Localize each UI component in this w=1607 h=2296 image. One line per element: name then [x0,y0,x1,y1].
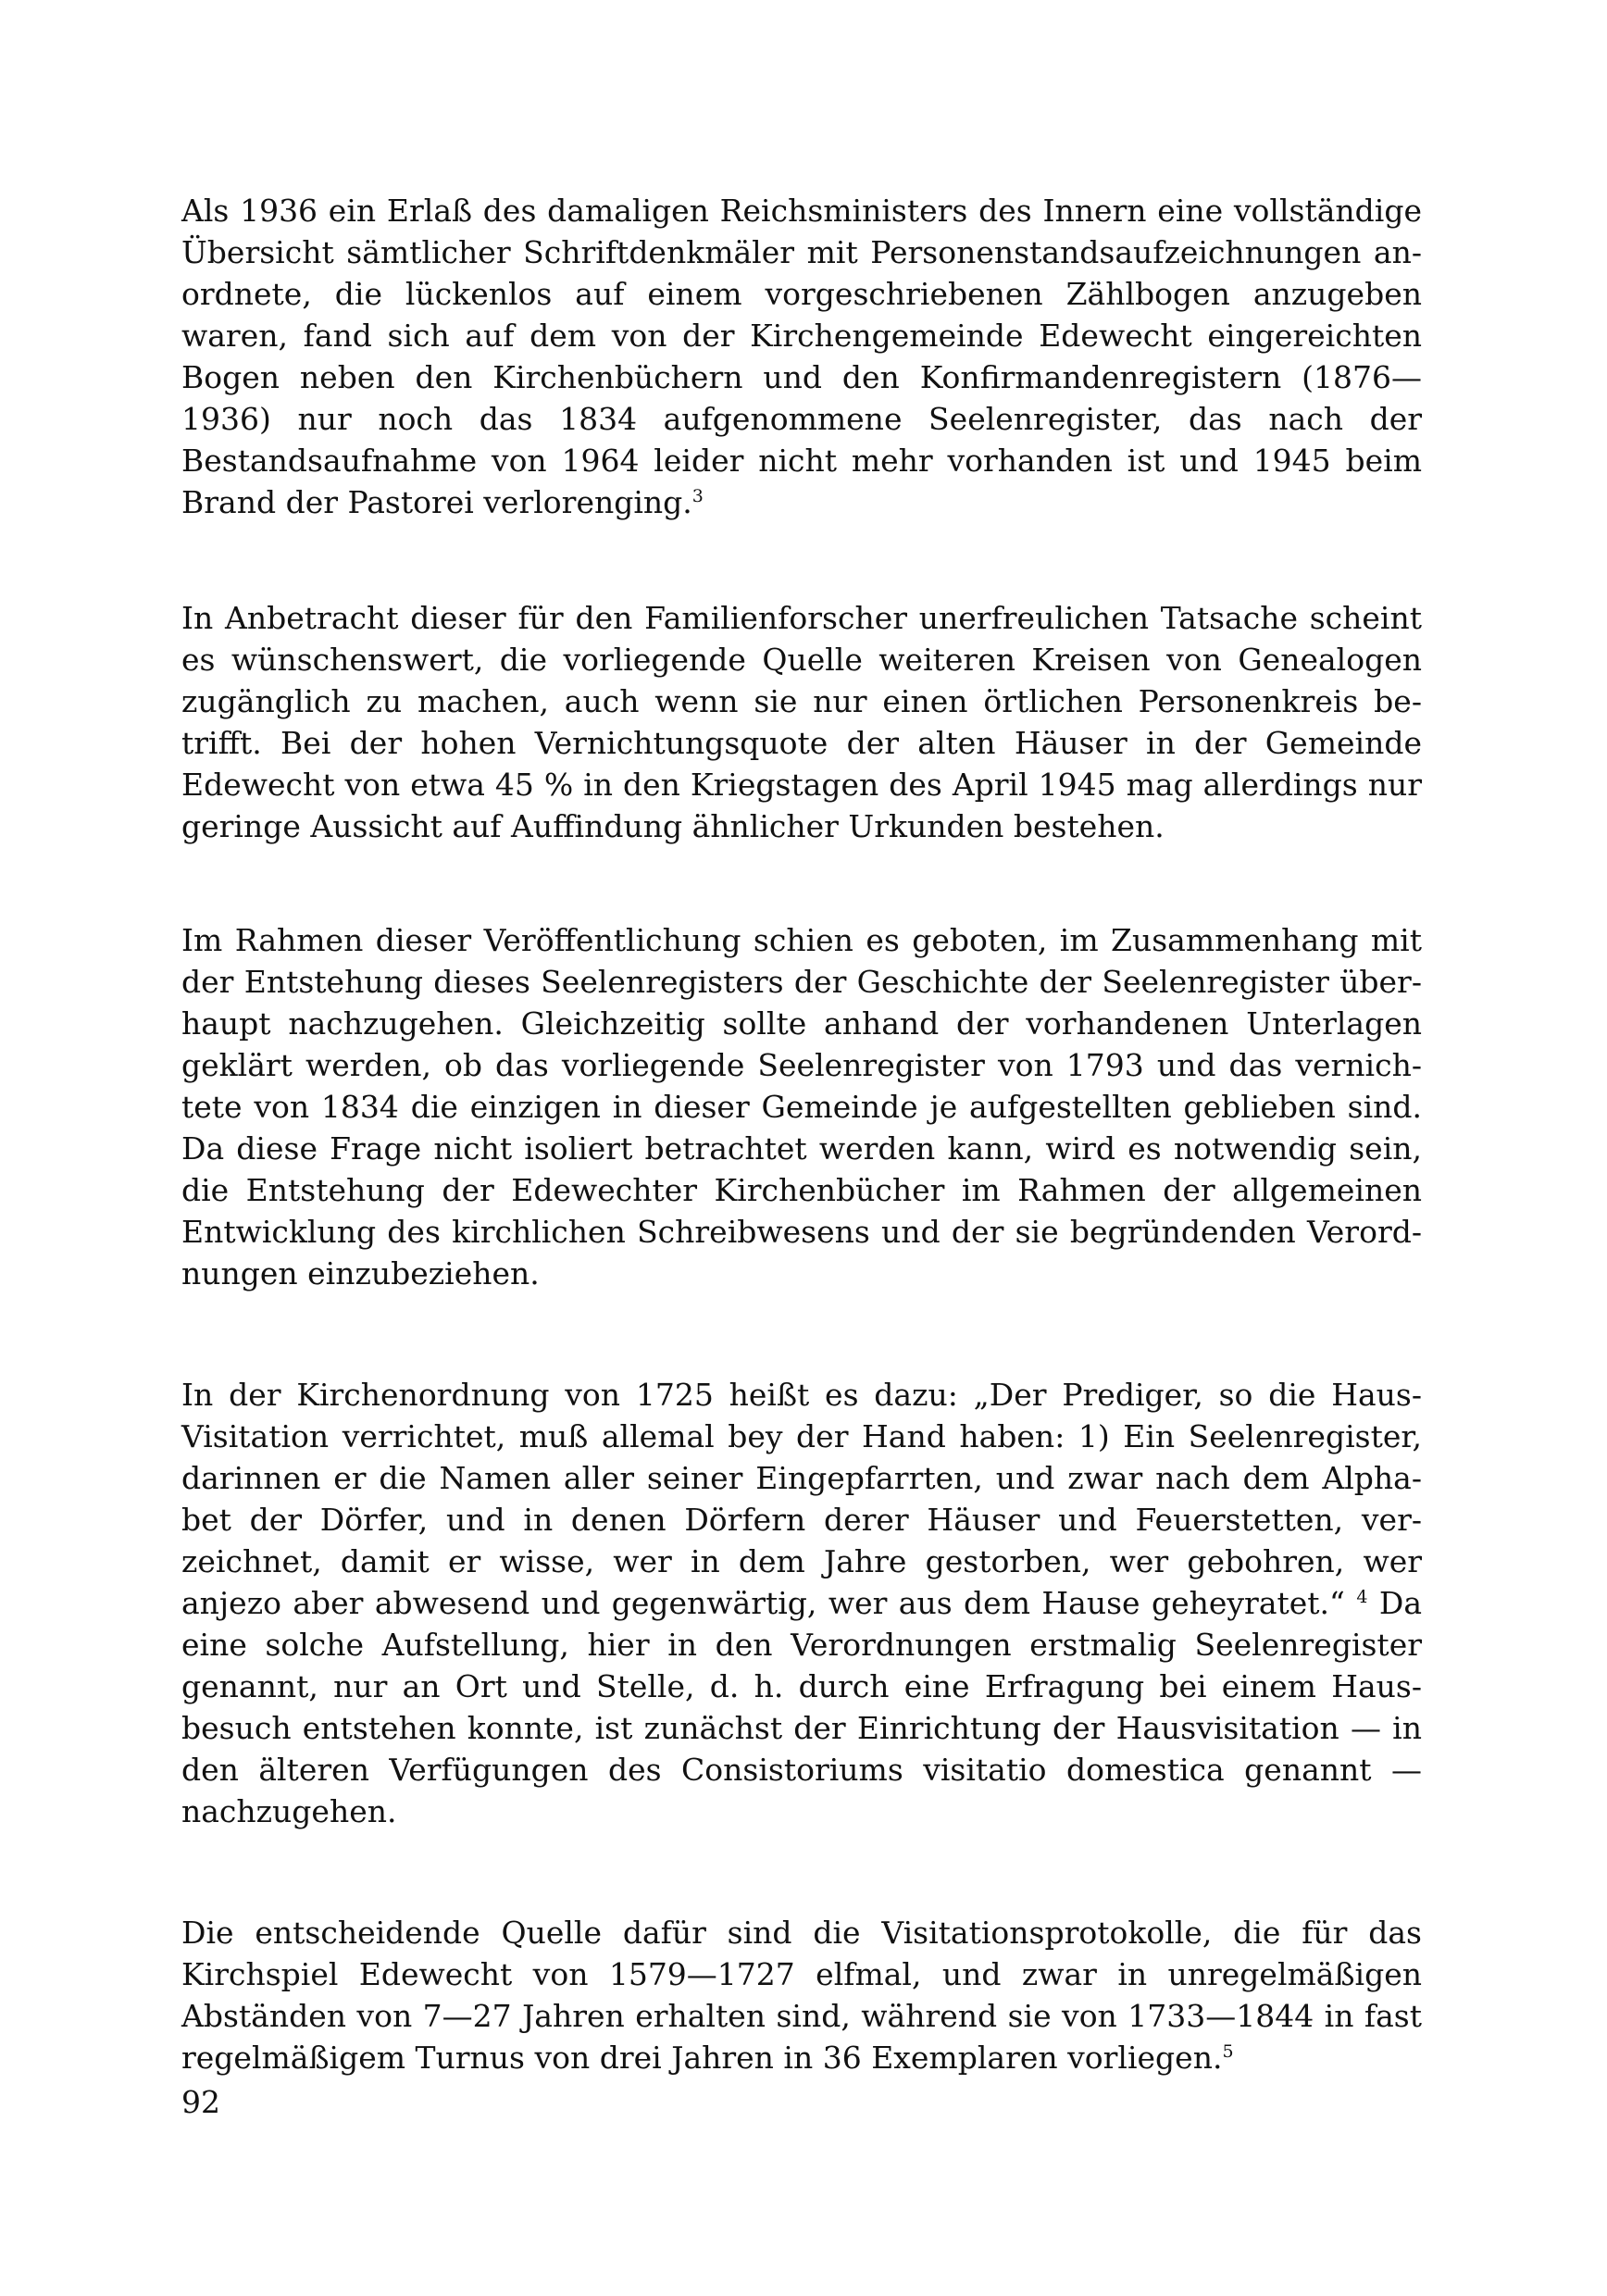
footnote-ref-4: 4 [1356,1587,1368,1607]
paragraph-2-text: In Anbetracht dieser für den Familienforscher unerfreulichen Tatsache scheint es wünschenswert, die vorliegende Quelle weiteren Kreisen von Genealogen zugänglich zu machen, auch wenn sie nur einen örtlichen Personenkreis betrifft. Bei der hohen Vernichtungsquote der alten Häuser in der Gemeinde Edewecht von etwa 45 % in den Kriegstagen des April 1945 mag allerdings nur geringe Aussicht auf Auffindung ähnlicher Urkunden bestehen. [181,600,1422,844]
paragraph-5-text: Die entscheidende Quelle dafür sind die Visitationsprotokolle, die für das Kirchspiel Edewecht von 1579—1727 elfmal, und zwar in unregelmäßigen Abständen von 7—27 Jahren erhalten sind, während sie von 1733—1844 in fast regelmäßigem Turnus von drei Jahren in 36 Exemplaren vorliegen. [181,1915,1422,2076]
paragraph-3 [181,919,1422,1294]
page-body [181,190,1422,2078]
footnote-ref-3: 3 [691,486,704,506]
paragraph-2 [181,597,1422,847]
paragraph-1 [181,190,1422,523]
paragraph-3-text: Im Rahmen dieser Veröffentlichung schien es geboten, im Zusammenhang mit der Entstehung dieses Seelenregisters der Geschichte der Seelenregister überhaupt nachzugehen. Gleichzeitig sollte anhand der vorhandenen Unterlagen geklärt werden, ob das vorliegende Seelenregister von 1793 und das vernichtete von 1834 die einzigen in dieser Gemeinde je aufgestellten geblieben sind. Da diese Frage nicht isoliert betrachtet werden kann, wird es notwendig sein, die Entstehung der Edewechter Kirchenbücher im Rahmen der allgemeinen Entwicklung des kirchlichen Schreibwesens und der sie begründenden Verordnungen einzubeziehen. [181,922,1422,1292]
paragraph-1-text: Als 1936 ein Erlaß des damaligen Reichsministers des Innern eine vollständige Übersicht sämtlicher Schriftdenkmäler mit Personenstandsaufzeichnungen anordnete, die lückenlos auf einem vorgeschriebenen Zählbogen anzugeben waren, fand sich auf dem von der Kirchengemeinde Edewecht eingereichten Bogen neben den Kirchenbüchern und den Konfirmandenregistern (1876—1936) nur noch das 1834 aufgenommene Seelenregister, das nach der Bestandsaufnahme von 1964 leider nicht mehr vorhanden ist und 1945 beim Brand der Pastorei verlorenging. [181,193,1422,520]
paragraph-4 [181,1374,1422,1832]
paragraph-4-quote: In der Kirchenordnung von 1725 heißt es dazu: „Der Prediger, so die Haus-Visitation verrichtet, muß allemal bey der Hand haben: 1) Ein Seelenregister, darinnen er die Namen aller seiner Eingepfarrten, und zwar nach dem Alphabet der Dörfer, und in denen Dörfern derer Häuser und Feuerstetten, verzeichnet, damit er wisse, wer in dem Jahre gestorben, wer gebohren, wer anjezo aber abwesend und gegenwärtig, wer aus dem Hause geheyratet.“ [181,1377,1422,1621]
paragraph-4-text: Da eine solche Aufstellung, hier in den Verordnungen erstmalig Seelenregister genannt, nur an Ort und Stelle, d. h. durch eine Erfragung bei einem Hausbesuch entstehen konnte, ist zunächst der Einrichtung der Hausvisitation — in den älteren Verfügungen des Consistoriums visitatio domestica genannt — nachzugehen. [181,1585,1422,1829]
footnote-ref-5: 5 [1222,2041,1234,2062]
page-number: 92 [181,2084,220,2120]
paragraph-5 [181,1912,1422,2078]
